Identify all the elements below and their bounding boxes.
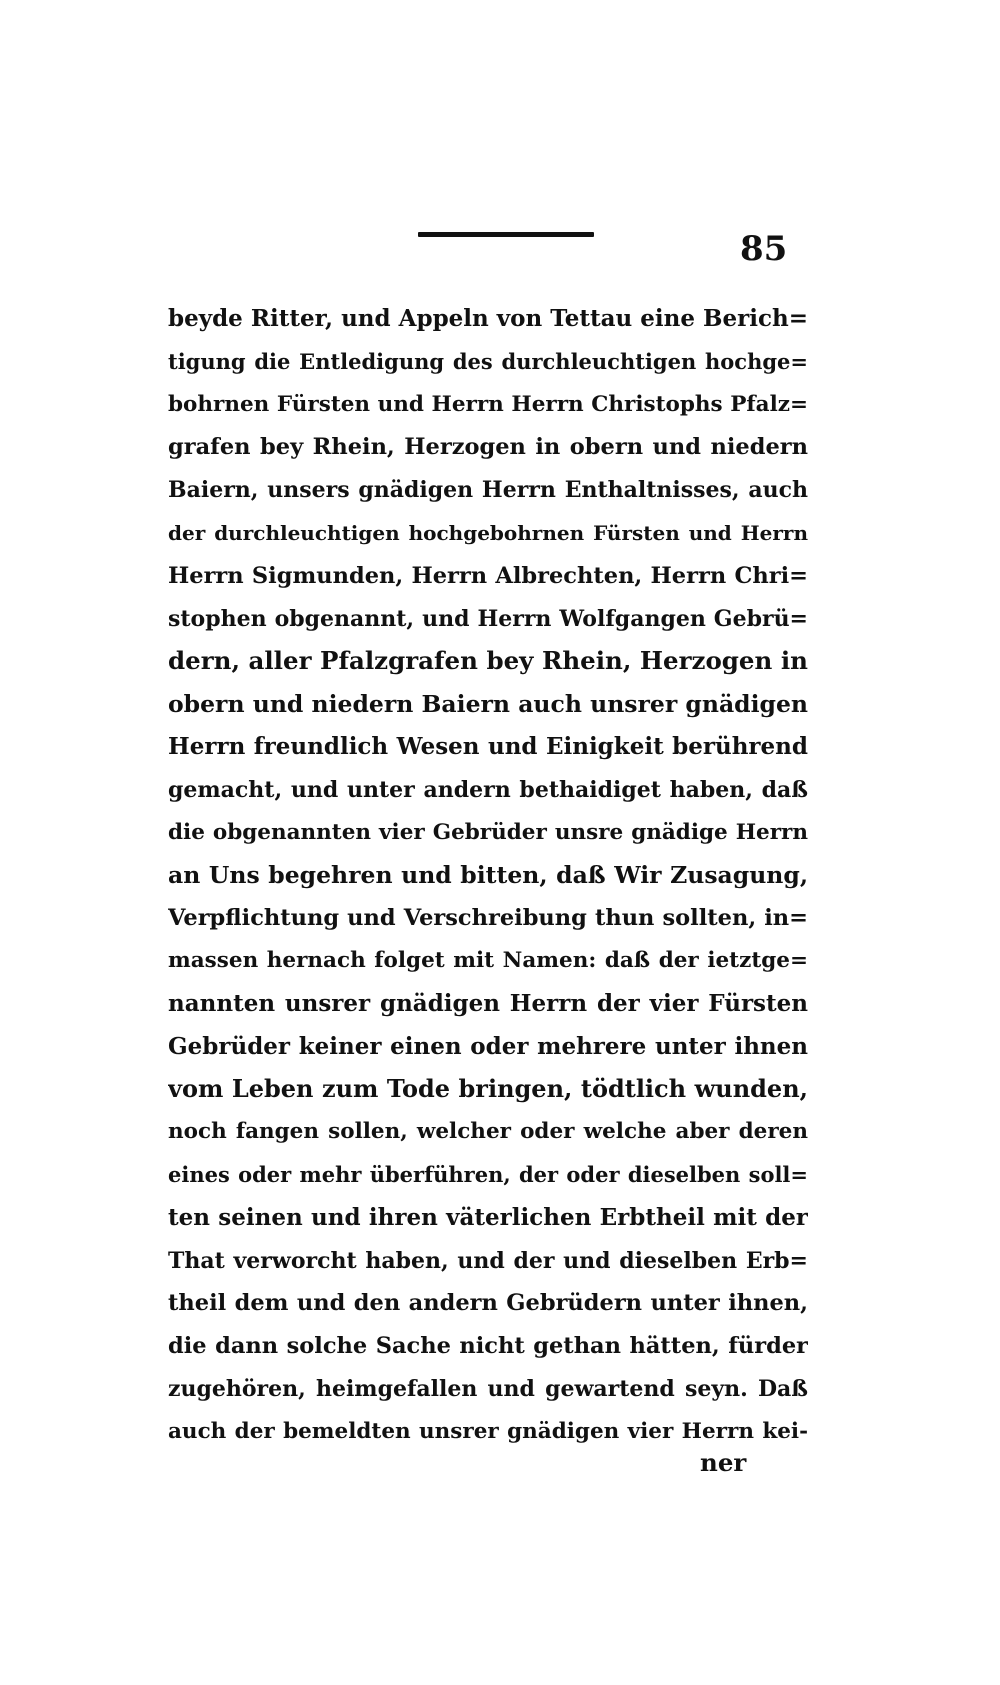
catchword: ner [700,1448,747,1477]
text-line: eines oder mehr überführen, der oder dieselben soll= [168,1161,808,1187]
text-line: zugehören, heimgefallen und gewartend seyn. Daß [168,1375,808,1402]
text-line: stophen obgenannt, und Herrn Wolfgangen Gebrü= [168,605,808,632]
text-line: Gebrüder keiner einen oder mehrere unter ihnen [168,1032,808,1060]
text-line: theil dem und den andern Gebrüdern unter ihnen, [168,1290,808,1317]
text-line: Herrn Sigmunden, Herrn Albrechten, Herrn Chri= [168,562,808,589]
text-line: Verpflichtung und Verschreibung thun sollten, in= [168,905,808,932]
text-line: That verworcht haben, und der und dieselben Erb= [168,1247,808,1274]
text-line: noch fangen sollen, welcher oder welche aber deren [168,1119,808,1145]
text-line: dern, aller Pfalzgrafen bey Rhein, Herzogen in [168,646,808,676]
page-number: 85 [740,229,788,269]
header-rule [418,232,594,237]
text-line: tigung die Entledigung des durchleuchtigen hochge= [168,348,808,374]
text-line: Herrn freundlich Wesen und Einigkeit berührend [168,732,808,760]
text-line: ten seinen und ihren väterlichen Erbtheil mit der [168,1203,808,1231]
text-line: massen hernach folget mit Namen: daß der ietztge= [168,947,808,973]
text-line: nannten unsrer gnädigen Herrn der vier Fürsten [168,989,808,1017]
text-line: gemacht, und unter andern bethaidiget haben, daß [168,776,808,803]
text-line: vom Leben zum Tode bringen, tödtlich wunden, [168,1074,808,1104]
text-line: bohrnen Fürsten und Herrn Herrn Christophs Pfalz= [168,391,808,417]
text-line: an Uns begehren und bitten, daß Wir Zusagung, [168,861,808,890]
text-line: der durchleuchtigen hochgebohrnen Fürsten und Herrn [168,520,808,545]
text-line: grafen bey Rhein, Herzogen in obern und niedern [168,434,808,461]
text-line: beyde Ritter, und Appeln von Tettau eine Berich= [168,305,808,332]
text-line: die obgenannten vier Gebrüder unsre gnädige Herrn [168,819,808,845]
text-line: die dann solche Sache nicht gethan hätten, fürder [168,1333,808,1360]
text-line: obern und niedern Baiern auch unsrer gnädigen [168,690,808,719]
text-line: auch der bemeldten unsrer gnädigen vier Herrn kei- [168,1418,808,1444]
text-line: Baiern, unsers gnädigen Herrn Enthaltnisses, auch [168,477,808,504]
body-text [168,298,808,1454]
